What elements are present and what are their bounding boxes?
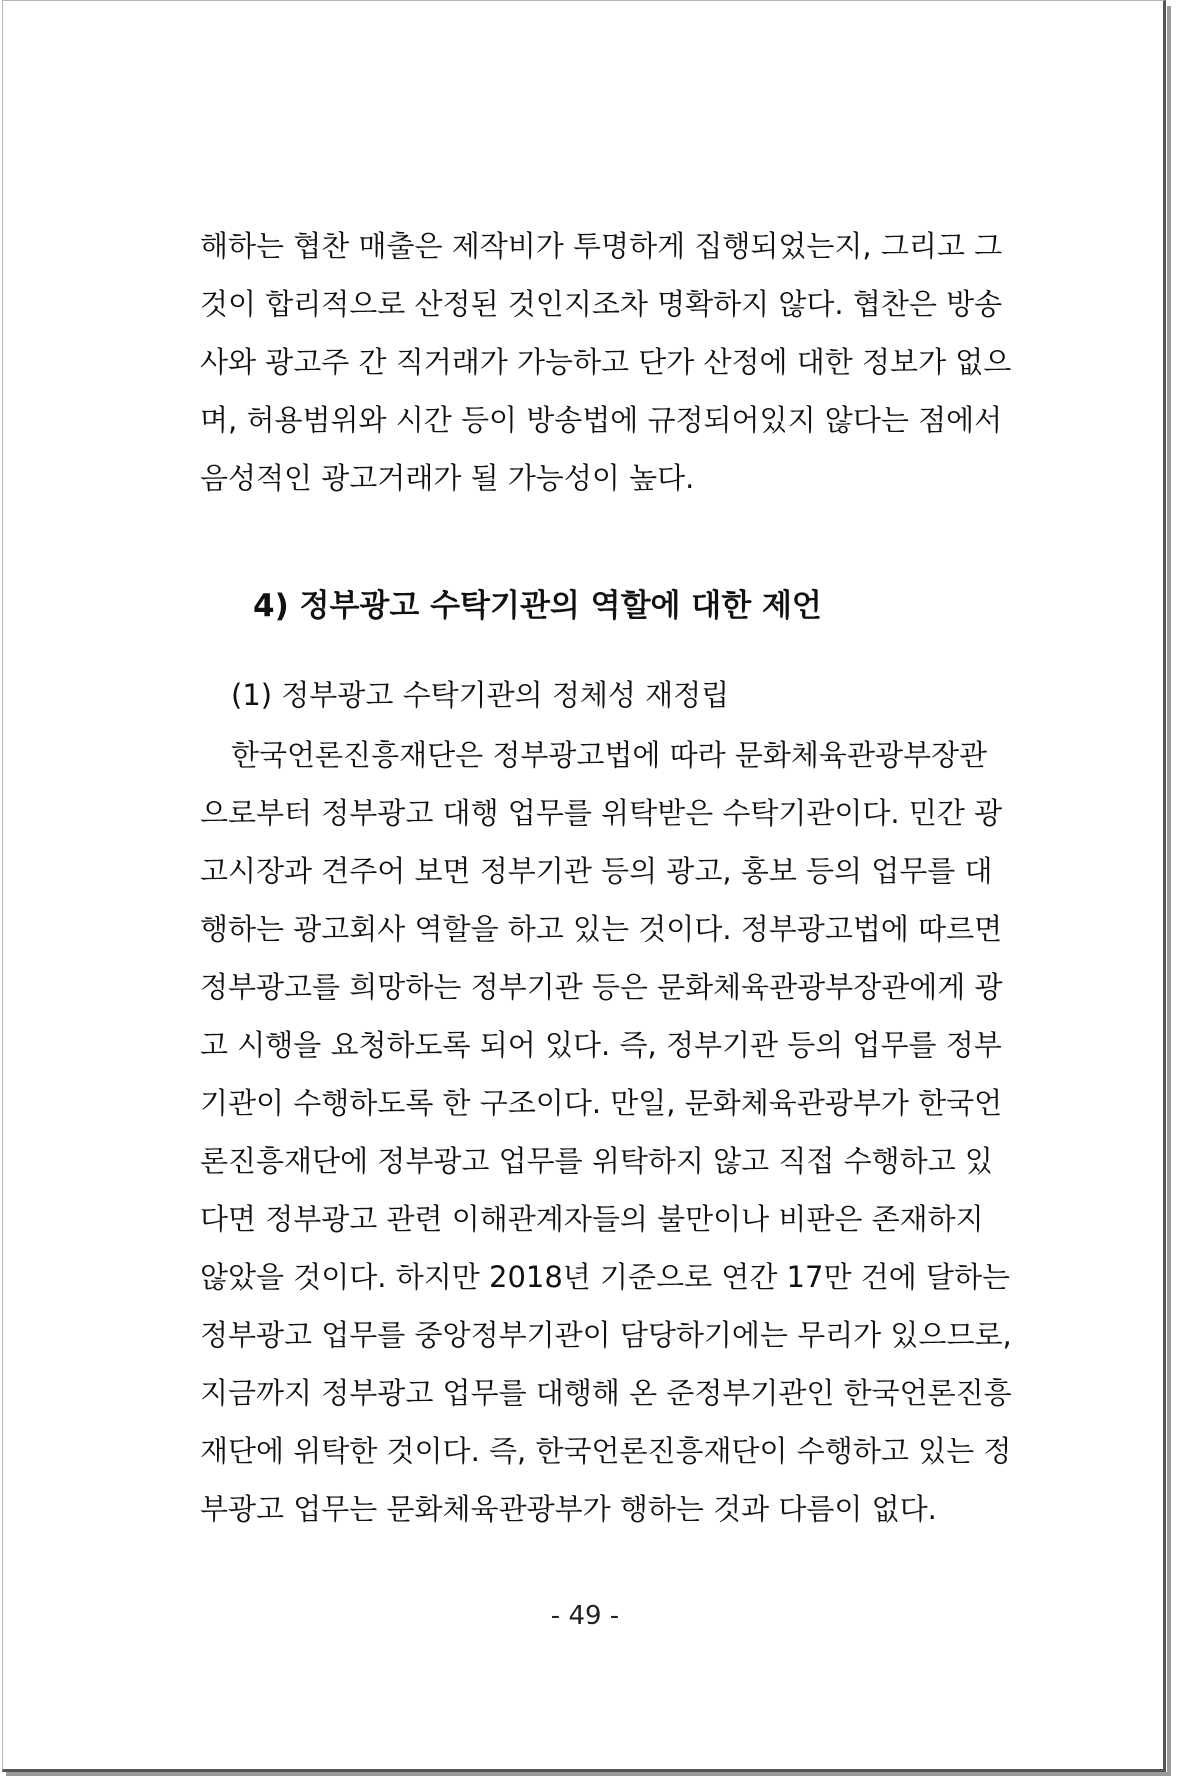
document-page xyxy=(2,0,1166,1772)
paragraph-line: 으로부터 정부광고 대행 업무를 위탁받은 수탁기관이다. 민간 광 xyxy=(200,796,1003,830)
page-shadow-right xyxy=(1167,6,1171,1776)
paragraph-line: 며, 허용범위와 시간 등이 방송법에 규정되어있지 않다는 점에서 xyxy=(200,403,1003,437)
paragraph-line: 행하는 광고회사 역할을 하고 있는 것이다. 정부광고법에 따르면 xyxy=(200,912,1003,946)
paragraph-line: 정부광고를 희망하는 정부기관 등은 문화체육관광부장관에게 광 xyxy=(200,970,1003,1004)
paragraph-line: 론진흥재단에 정부광고 업무를 위탁하지 않고 직접 수행하고 있 xyxy=(200,1144,993,1178)
subsection-title: (1) 정부광고 수탁기관의 정체성 재정립 xyxy=(231,678,730,712)
paragraph-line: 부광고 업무는 문화체육관광부가 행하는 것과 다름이 없다. xyxy=(200,1492,937,1526)
paragraph-line: 다면 정부광고 관련 이해관계자들의 불만이나 비판은 존재하지 xyxy=(200,1202,984,1236)
paragraph-line: 해하는 협찬 매출은 제작비가 투명하게 집행되었는지, 그리고 그 xyxy=(200,229,1003,263)
paragraph-line: 재단에 위탁한 것이다. 즉, 한국언론진흥재단이 수행하고 있는 정 xyxy=(200,1434,1012,1468)
paragraph-line: 기관이 수행하도록 한 구조이다. 만일, 문화체육관광부가 한국언 xyxy=(200,1086,1003,1120)
paragraph-line: 않았을 것이다. 하지만 2018년 기준으로 연간 17만 건에 달하는 xyxy=(200,1260,1010,1294)
paragraph-line: 한국언론진흥재단은 정부광고법에 따라 문화체육관광부장관 xyxy=(231,738,988,772)
paragraph-line: 지금까지 정부광고 업무를 대행해 온 준정부기관인 한국언론진흥 xyxy=(200,1376,1012,1410)
paragraph-line: 음성적인 광고거래가 될 가능성이 높다. xyxy=(200,461,695,495)
paragraph-line: 사와 광고주 간 직거래가 가능하고 단가 산정에 대한 정보가 없으 xyxy=(200,345,1012,379)
page-shadow-bottom xyxy=(6,1772,1171,1776)
paragraph-line: 고 시행을 요청하도록 되어 있다. 즉, 정부기관 등의 업무를 정부 xyxy=(200,1028,1002,1062)
paragraph-line: 고시장과 견주어 보면 정부기관 등의 광고, 홍보 등의 업무를 대 xyxy=(200,854,993,888)
section-title: 4) 정부광고 수탁기관의 역할에 대한 제언 xyxy=(253,588,822,624)
paragraph-line: 것이 합리적으로 산정된 것인지조차 명확하지 않다. 협찬은 방송 xyxy=(200,287,1003,321)
paragraph-line: 정부광고 업무를 중앙정부기관이 담당하기에는 무리가 있으므로, xyxy=(200,1318,1012,1352)
page-number: - 49 - xyxy=(550,1601,620,1631)
